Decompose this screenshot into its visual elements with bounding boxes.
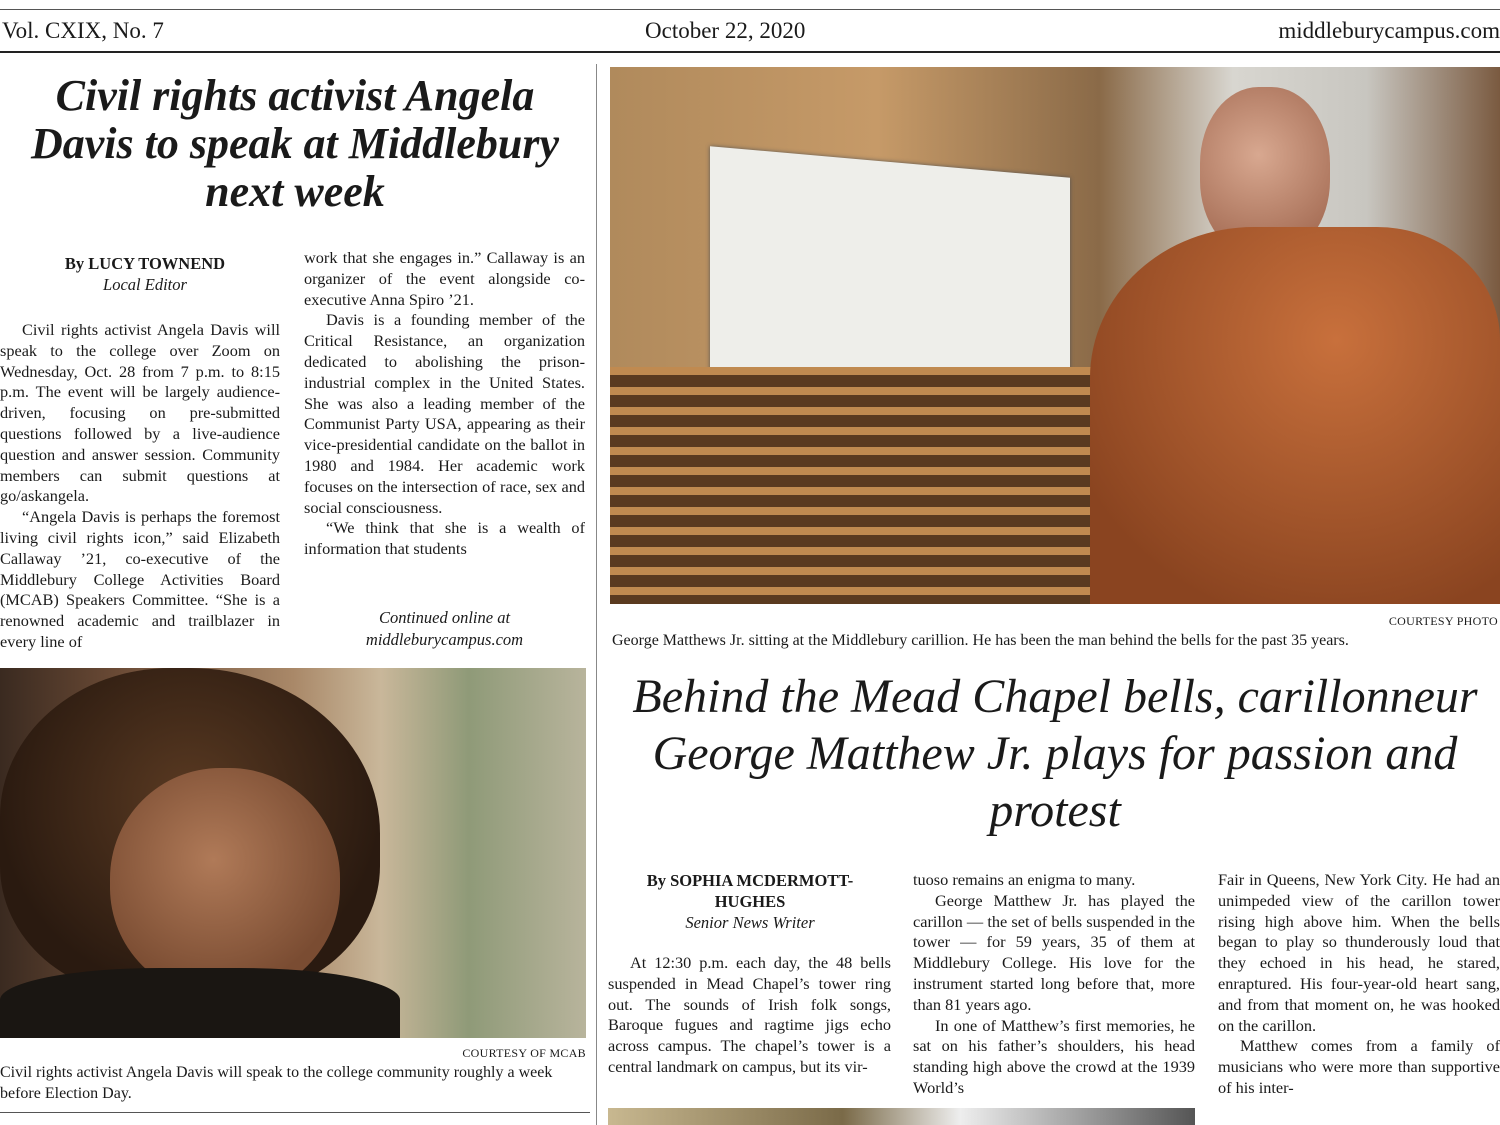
story1-author-title: Local Editor	[103, 275, 187, 294]
paragraph: Fair in Queens, New York City. He had an unimpeded view of the carillon tower rising high above him. When the bells began to play so thunderously loud that they echoed in his head, he stared, enraptured. His four-year-old heart sang, and from that moment on, he was hooked on the carillon.	[1218, 870, 1500, 1035]
story1-author: By LUCY TOWNEND	[64, 254, 226, 273]
header-rule	[0, 51, 1500, 53]
story2-byline	[620, 870, 880, 933]
paragraph: In one of Matthew’s first memories, he sat on his father’s shoulders, his head standing high above the crowd at the 1939 World’s	[913, 1015, 1195, 1097]
paragraph: Civil rights activist Angela Davis will speak to the college over Zoom on Wednesday, Oct. 28 from 7 p.m. to 8:15 p.m. The event will be largely audience-driven, focusing on pre-submitted questions followed by a live-audience question and answer session. Community members can submit questions at go/askangela.	[0, 320, 280, 506]
paragraph: At 12:30 p.m. each day, the 48 bells suspended in Mead Chapel’s tower ring out. The sounds of Irish folk songs, Baroque fugues and ragtime jigs echo across campus. The chapel’s tower is a central landmark on campus, but its vir-	[608, 953, 891, 1076]
paragraph: Matthew comes from a family of musicians who were more than supportive of his inter-	[1218, 1036, 1500, 1097]
bottom-photo	[608, 1108, 1195, 1125]
paragraph: work that she engages in.” Callaway is an organizer of the event alongside co-executive Anna Spiro ’21.	[304, 248, 585, 309]
paragraph: “We think that she is a wealth of information that students	[304, 518, 585, 559]
bottom-rule	[0, 1112, 590, 1113]
story1-photo-caption: Civil rights activist Angela Davis will speak to the college community roughly a week before Election Day.	[0, 1064, 553, 1102]
story2-column-2	[913, 870, 1195, 1100]
story2-column-3	[1218, 870, 1500, 1125]
story1-headline: Civil rights activist Angela Davis to speak at Middlebury next week	[31, 71, 559, 216]
paragraph: “Angela Davis is perhaps the foremost living civil rights icon,” said Elizabeth Callaway ’21, co-executive of the Middlebury College Activities Board (MCAB) Speakers Committee. “She is a renowned academic and trailblazer in every line of	[0, 507, 280, 651]
story2-author: By SOPHIA MCDERMOTT-HUGHES	[646, 871, 854, 911]
story2-photo-caption: George Matthews Jr. sitting at the Middlebury carillion. He has been the man behind the bells for the past 35 years.	[612, 632, 1349, 649]
paragraph: George Matthew Jr. has played the carillon — the set of bells suspended in the tower — for 59 years, 35 of them at Middlebury College. His love for the instrument started long before that, more than 81 years ago.	[913, 890, 1195, 1014]
paragraph: Davis is a founding member of the Critical Resistance, an organization dedicated to abolishing the prison-industrial complex in the United States. She was also a leading member of the Communist Party USA, appearing as their vice-presidential candidate on the ballot in 1980 and 1984. Her academic work focuses on the intersection of race, sex and social consciousness.	[304, 310, 585, 517]
story1-column-1	[0, 320, 280, 656]
column-divider	[596, 64, 597, 1125]
continued-label: Continued online at	[378, 608, 511, 627]
story1-photo-credit: COURTESY OF MCAB	[462, 1046, 586, 1060]
paragraph: tuoso remains an enigma to many.	[913, 870, 1136, 889]
story2-headline: Behind the Mead Chapel bells, carillonneur George Matthew Jr. plays for passion and protest	[632, 670, 1478, 837]
site-url[interactable]: middleburycampus.com	[1278, 18, 1500, 43]
story2-photo-credit: COURTESY PHOTO	[1388, 614, 1498, 628]
continued-link[interactable]: middleburycampus.com	[365, 630, 524, 649]
volume-number: Vol. CXIX, No. 7	[2, 18, 164, 43]
story2-column-1	[608, 953, 891, 1099]
story1-column-2	[304, 248, 585, 584]
story2-author-title: Senior News Writer	[685, 913, 815, 932]
story1-byline	[30, 253, 260, 295]
top-rule	[0, 9, 1500, 10]
issue-date: October 22, 2020	[645, 18, 806, 43]
continued-online	[304, 607, 585, 651]
carillon-photo	[610, 67, 1500, 604]
angela-davis-photo	[0, 668, 586, 1038]
